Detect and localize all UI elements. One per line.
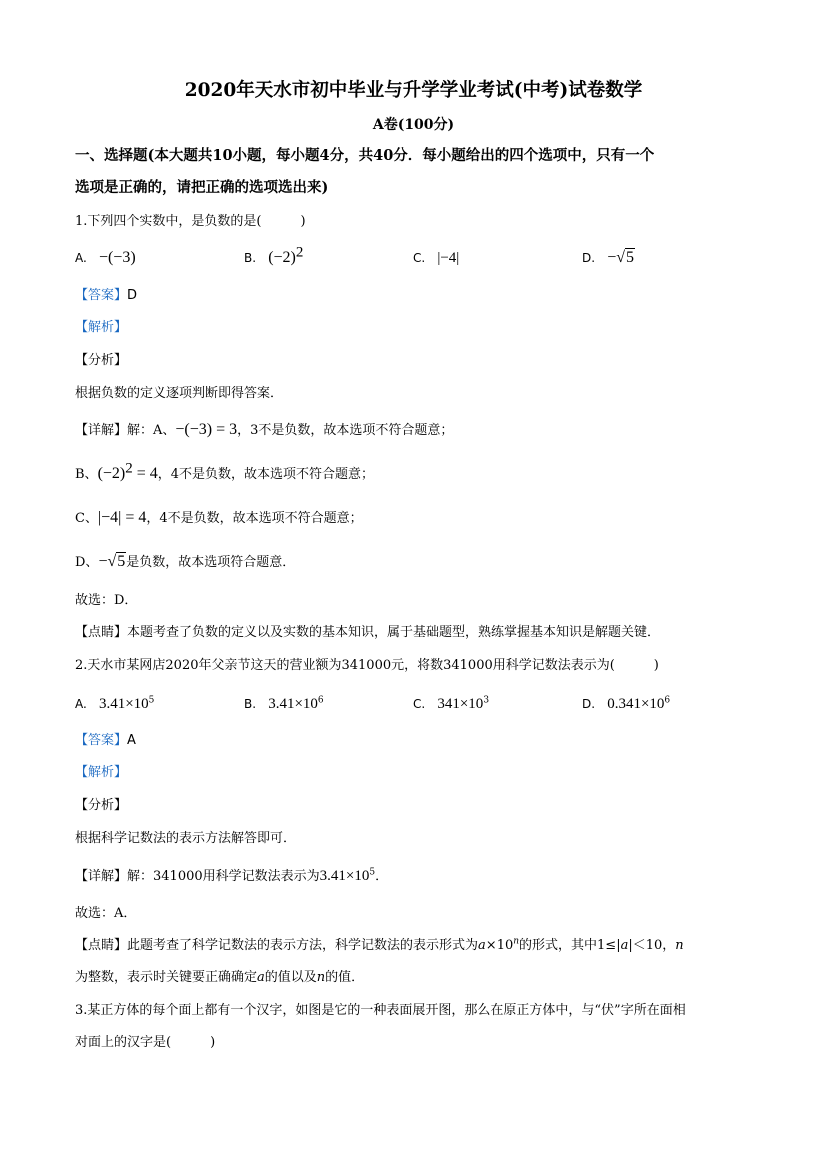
q1-option-c — [413, 248, 459, 269]
q2-option-d — [582, 694, 670, 715]
q2-answer — [75, 731, 136, 751]
q1-choose: 故选：D． — [75, 593, 138, 608]
option-label: C. — [413, 251, 426, 265]
q2-detail — [75, 866, 388, 887]
dianjing-text: 此题考查了科学记数法的表示方法，科学记数法的表示形式为 — [127, 938, 479, 953]
option-expr: |−4| — [437, 250, 460, 266]
q1-fenxi-text: 根据负数的定义逐项判断即得答案． — [75, 386, 284, 401]
question-1-stem: 1.下列四个实数中，是负数的是( ) — [75, 214, 306, 229]
option-mantissa: 3.41×10 — [268, 696, 318, 712]
answer-value: D — [127, 288, 138, 303]
option-label: D. — [582, 251, 596, 265]
detail-c-pre: C、 — [75, 511, 98, 526]
q2-option-b — [244, 694, 324, 715]
detail-b-base: (−2) — [97, 465, 126, 482]
dianjing-text: 本题考查了负数的定义以及实数的基本知识，属于基础题型，熟练掌握基本知识是解题关键． — [127, 625, 661, 640]
times-ten: ×10 — [485, 938, 514, 953]
detail-pre: 解：341000用科学记数法表示为 — [127, 869, 320, 884]
detail-b-pre: B、 — [75, 467, 98, 482]
option-label: A. — [75, 251, 87, 265]
detail-a-expr: −(−3) = 3 — [175, 421, 238, 438]
option-mantissa: 3.41×10 — [98, 696, 149, 712]
question-3-stem: 3.某正方体的每个面上都有一个汉字，如图是它的一种表面展开图，那么在原正方体中，与“伏”字所在面相 — [75, 1003, 686, 1018]
q1-option-d — [582, 248, 635, 269]
q1-option-b — [244, 244, 304, 269]
q1-answer — [75, 286, 137, 306]
option-exponent: 5 — [148, 695, 155, 706]
dianjing-tag: 【点睛】 — [75, 938, 128, 953]
q1-detail-c — [75, 508, 363, 529]
option-minus: − — [607, 249, 617, 266]
detail-d-post: 是负数，故本选项符合题意． — [126, 555, 296, 570]
answer-value: A — [127, 733, 136, 748]
var-n: n — [675, 938, 684, 953]
dianjing-text: |＜10， — [628, 938, 676, 953]
section-heading-cont: 选项是正确的，请把正确的选项选出来) — [75, 179, 329, 196]
option-label: D. — [582, 697, 596, 711]
option-exponent: 2 — [295, 244, 304, 261]
page-subtitle: A卷(100分) — [372, 117, 455, 133]
option-label: B. — [244, 251, 257, 265]
var-n: n — [513, 936, 520, 947]
var-a: a — [478, 938, 486, 953]
radicand: 5 — [626, 249, 635, 266]
dianjing-text: 为整数，表示时关键要正确确定 — [75, 970, 258, 985]
detail-b-post: ，4不是负数，故本选项不符合题意； — [157, 467, 375, 482]
q1-detail-b — [75, 460, 375, 485]
var-a: a — [620, 938, 629, 953]
option-base: (−2) — [268, 249, 296, 266]
detail-b-exponent: 2 — [125, 460, 133, 477]
detail-d-minus: − — [98, 553, 108, 570]
detail-exponent: 5 — [369, 867, 376, 878]
q2-choose: 故选：A． — [75, 906, 137, 921]
q2-option-c — [413, 694, 489, 715]
option-mantissa: 341×10 — [437, 696, 484, 712]
dianjing-text: 的值以及 — [264, 970, 317, 985]
detail-post: ． — [375, 869, 389, 884]
section-heading: 一、选择题(本大题共10小题，每小题4分，共40分．每小题给出的四个选项中，只有一个 — [75, 147, 655, 164]
var-n: n — [316, 970, 326, 985]
detail-c-post: ，4不是负数，故本选项不符合题意； — [146, 511, 363, 526]
answer-tag: 【答案】 — [75, 288, 128, 303]
dianjing-tag: 【点睛】 — [75, 625, 128, 640]
dianjing-text: 的形式，其中1≤| — [519, 938, 621, 953]
q1-dianjing — [75, 623, 660, 643]
option-label: C. — [413, 697, 426, 711]
option-exponent: 6 — [664, 695, 671, 706]
question-3-stem-cont: 对面上的汉字是( ) — [75, 1035, 216, 1050]
q2-option-a — [75, 694, 154, 715]
option-label: B. — [244, 697, 257, 711]
q1-detail-d — [75, 552, 295, 573]
q2-dianjing-line2 — [75, 968, 364, 988]
sqrt-symbol: √5 — [107, 553, 126, 570]
q1-analysis-tag: 【解析】 — [75, 320, 128, 335]
q2-analysis-tag: 【解析】 — [75, 765, 128, 780]
var-a: a — [257, 970, 265, 985]
detail-b-eq: = 4 — [132, 465, 158, 482]
question-2-stem: 2.天水市某网店2020年父亲节这天的营业额为341000元，将数341000用科学记数法表示为( ) — [75, 658, 659, 673]
option-exponent: 6 — [317, 695, 324, 706]
detail-tag: 【详解】 — [75, 869, 128, 884]
detail-a-pre: 解：A、 — [127, 423, 176, 438]
radicand: 5 — [117, 553, 126, 570]
detail-tag: 【详解】 — [75, 423, 128, 438]
option-mantissa: 0.341×10 — [607, 696, 665, 712]
q1-option-a — [75, 248, 136, 269]
dianjing-text: 的值． — [325, 970, 365, 985]
answer-tag: 【答案】 — [75, 733, 128, 748]
detail-c-expr: |−4| = 4 — [97, 509, 147, 526]
option-expr: −(−3) — [98, 249, 136, 266]
detail-mantissa: 3.41×10 — [319, 868, 370, 884]
q2-dianjing-line1 — [75, 936, 684, 956]
q1-detail-a — [75, 420, 453, 441]
detail-d-pre: D、 — [75, 555, 99, 570]
page-title: 2020年天水市初中毕业与升学学业考试(中考)试卷数学 — [184, 80, 643, 101]
sqrt-symbol: √5 — [616, 249, 635, 266]
q1-fenxi-tag: 【分析】 — [75, 353, 128, 368]
detail-a-post: ，3不是负数，故本选项不符合题意； — [237, 423, 454, 438]
q2-fenxi-tag: 【分析】 — [75, 798, 128, 813]
q2-fenxi-text: 根据科学记数法的表示方法解答即可． — [75, 831, 297, 846]
option-exponent: 3 — [483, 695, 490, 706]
option-label: A. — [75, 697, 87, 711]
